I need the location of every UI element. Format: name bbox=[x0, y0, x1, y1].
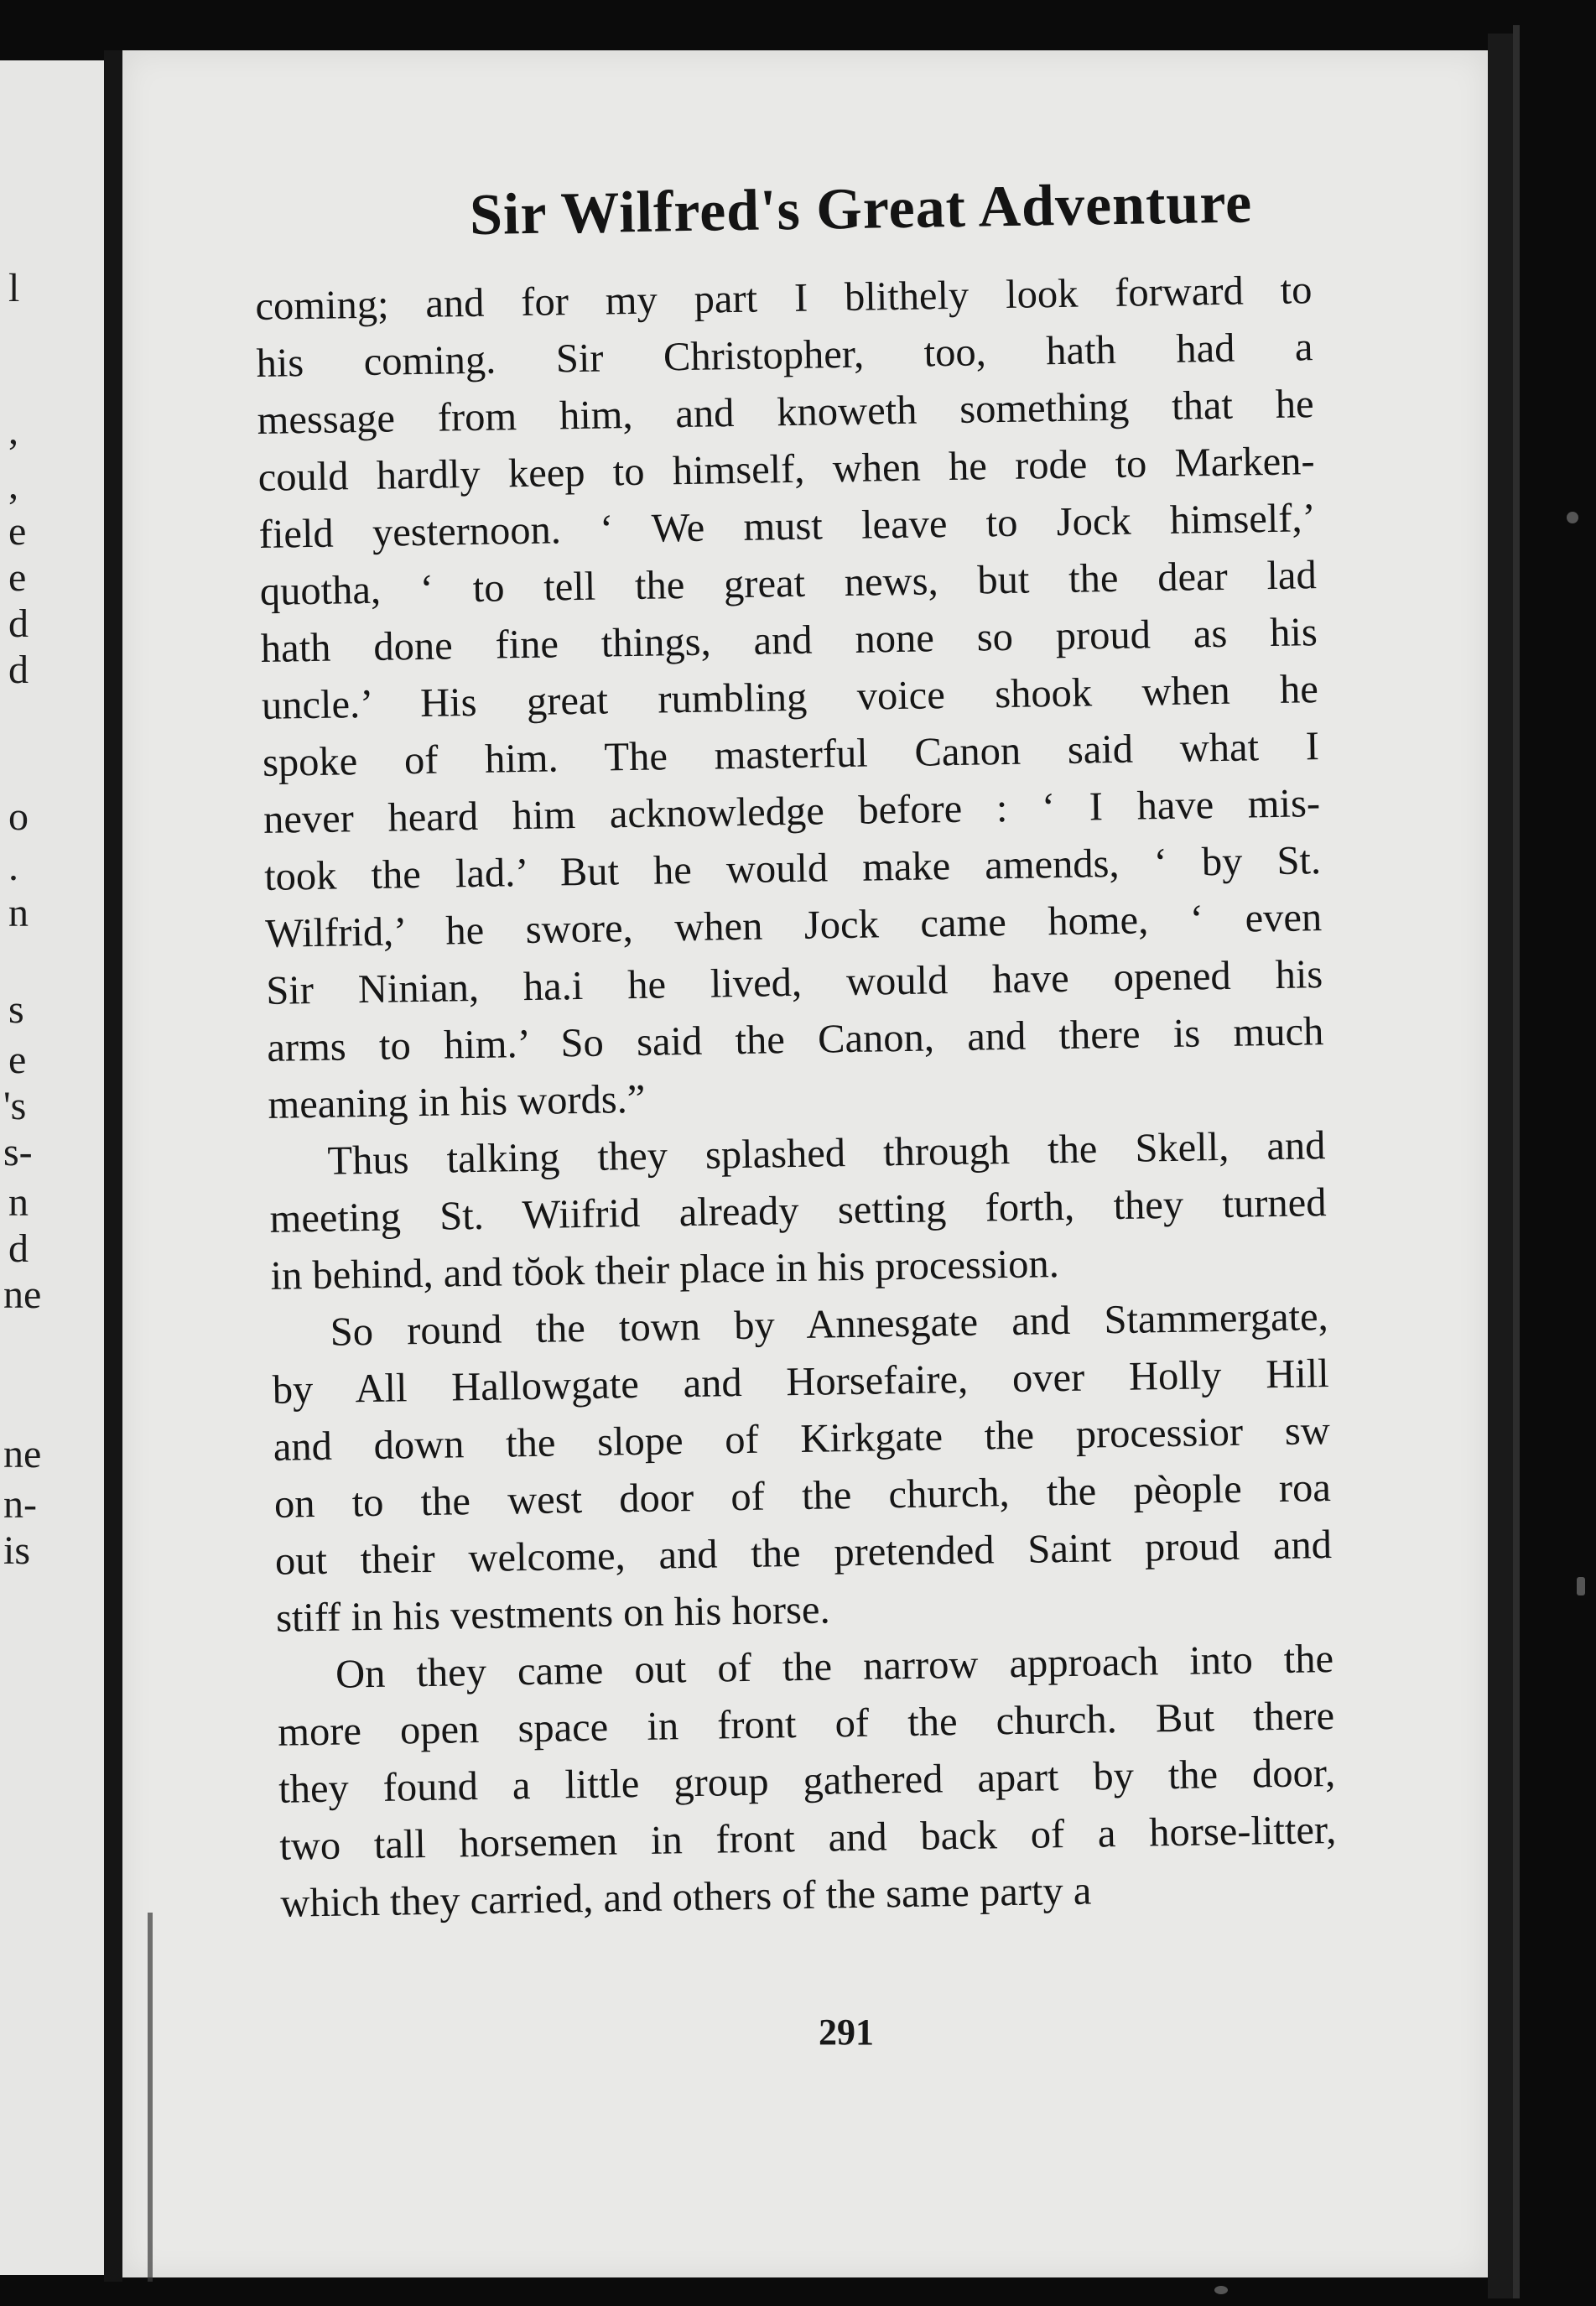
text-line: arms to him.’ So said the Canon, and there is much bbox=[266, 1009, 1324, 1070]
facing-page-letter: n- bbox=[3, 1482, 37, 1527]
facing-page-letter: d bbox=[8, 601, 29, 646]
text-line: out their welcome, and the pretended Saint proud and bbox=[274, 1523, 1333, 1584]
facing-page-letter: . bbox=[8, 845, 18, 889]
facing-page-letter: n bbox=[8, 1180, 29, 1225]
text-line: meaning in his words.” bbox=[268, 1076, 646, 1127]
text-line: they found a little group gathered apart by the door, bbox=[278, 1750, 1336, 1812]
page-number: 291 bbox=[819, 2012, 874, 2053]
text-line: Sir Ninian, ha.i he lived, would have opened his bbox=[265, 952, 1323, 1013]
scan-speck bbox=[1567, 512, 1578, 523]
text-line: which they carried, and others of the same party a bbox=[280, 1868, 1092, 1926]
facing-page-letter: e bbox=[8, 555, 27, 600]
paragraph bbox=[268, 1117, 1328, 1305]
text-line: Wilfrid,’ he swore, when Jock came home, ‘ even bbox=[264, 895, 1323, 956]
text-line: two tall horsemen in front and back of a horse-litter, bbox=[278, 1807, 1337, 1869]
text-line: by All Hallowgate and Horsefaire, over Holly Hill bbox=[272, 1351, 1330, 1413]
running-head: Sir Wilfred's Great Adventure bbox=[469, 170, 1253, 248]
text-line: spoke of him. The masterful Canon said what I bbox=[262, 724, 1320, 785]
text-line: on to the west door of the church, the pèople roa bbox=[273, 1465, 1332, 1527]
text-line: message from him, and knoweth something that he bbox=[257, 382, 1314, 443]
facing-page-letter: e bbox=[8, 509, 27, 554]
text-line: never heard him acknowledge before : ‘ I have mis- bbox=[263, 781, 1321, 842]
text-line: his coming. Sir Christopher, too, hath had a bbox=[256, 325, 1313, 386]
facing-page-letter: , bbox=[8, 463, 18, 508]
text-line: in behind, and tŏok their place in his procession. bbox=[270, 1241, 1060, 1299]
facing-page-letter: , bbox=[8, 409, 18, 453]
scan-speck bbox=[1577, 1577, 1585, 1595]
text-line: more open space in front of the church. But there bbox=[277, 1693, 1335, 1755]
facing-page-letter: is bbox=[3, 1528, 31, 1573]
paragraph bbox=[277, 1631, 1338, 1933]
text-line: So round the town by Annesgate and Stammergate, bbox=[330, 1294, 1329, 1355]
text-line: quotha, ‘ to tell the great news, but the dear lad bbox=[259, 553, 1318, 614]
facing-page-letter: e bbox=[8, 1038, 27, 1082]
facing-page-letter: 's bbox=[3, 1084, 27, 1128]
facing-page-letter: o bbox=[8, 794, 29, 839]
facing-page-letter: d bbox=[8, 1226, 29, 1271]
facing-page-letter: s- bbox=[3, 1130, 33, 1174]
facing-page-letter: n bbox=[8, 891, 29, 935]
book-page bbox=[122, 50, 1488, 2277]
page-edge-shadow bbox=[1488, 34, 1513, 2298]
binding-edge bbox=[148, 1913, 153, 2282]
facing-page-letter: l bbox=[8, 266, 20, 310]
text-line: coming; and for my part I blithely look forward to bbox=[255, 268, 1313, 329]
text-line: On they came out of the narrow approach into the bbox=[335, 1637, 1334, 1697]
text-line: and down the slope of Kirkgate the processior sw bbox=[273, 1408, 1331, 1470]
text-line: meeting St. Wiifrid already setting forth, they turned bbox=[269, 1180, 1327, 1241]
paragraph bbox=[271, 1288, 1333, 1648]
text-line: took the lad.’ But he would make amends, ‘ by St. bbox=[263, 838, 1322, 899]
paragraph bbox=[255, 262, 1325, 1134]
gutter bbox=[104, 50, 122, 2282]
text-line: Thus talking they splashed through the Skell, and bbox=[327, 1123, 1326, 1184]
page-edge-line bbox=[1513, 25, 1520, 2298]
facing-page-letter: ne bbox=[3, 1273, 42, 1317]
facing-page-fragment bbox=[0, 60, 104, 2275]
facing-page-letter: s bbox=[8, 987, 24, 1032]
facing-page-letter: d bbox=[8, 648, 29, 692]
scan-speck bbox=[1214, 2286, 1228, 2294]
body-text bbox=[255, 262, 1338, 1933]
text-line: hath done fine things, and none so proud as his bbox=[260, 610, 1318, 671]
facing-page-letter: ne bbox=[3, 1432, 42, 1476]
text-line: field yesternoon. ‘ We must leave to Jock himself,’ bbox=[258, 496, 1317, 557]
text-line: stiff in his vestments on his horse. bbox=[275, 1587, 831, 1641]
text-line: uncle.’ His great rumbling voice shook when he bbox=[261, 667, 1319, 728]
text-line: could hardly keep to himself, when he rode to Marken- bbox=[257, 439, 1315, 500]
